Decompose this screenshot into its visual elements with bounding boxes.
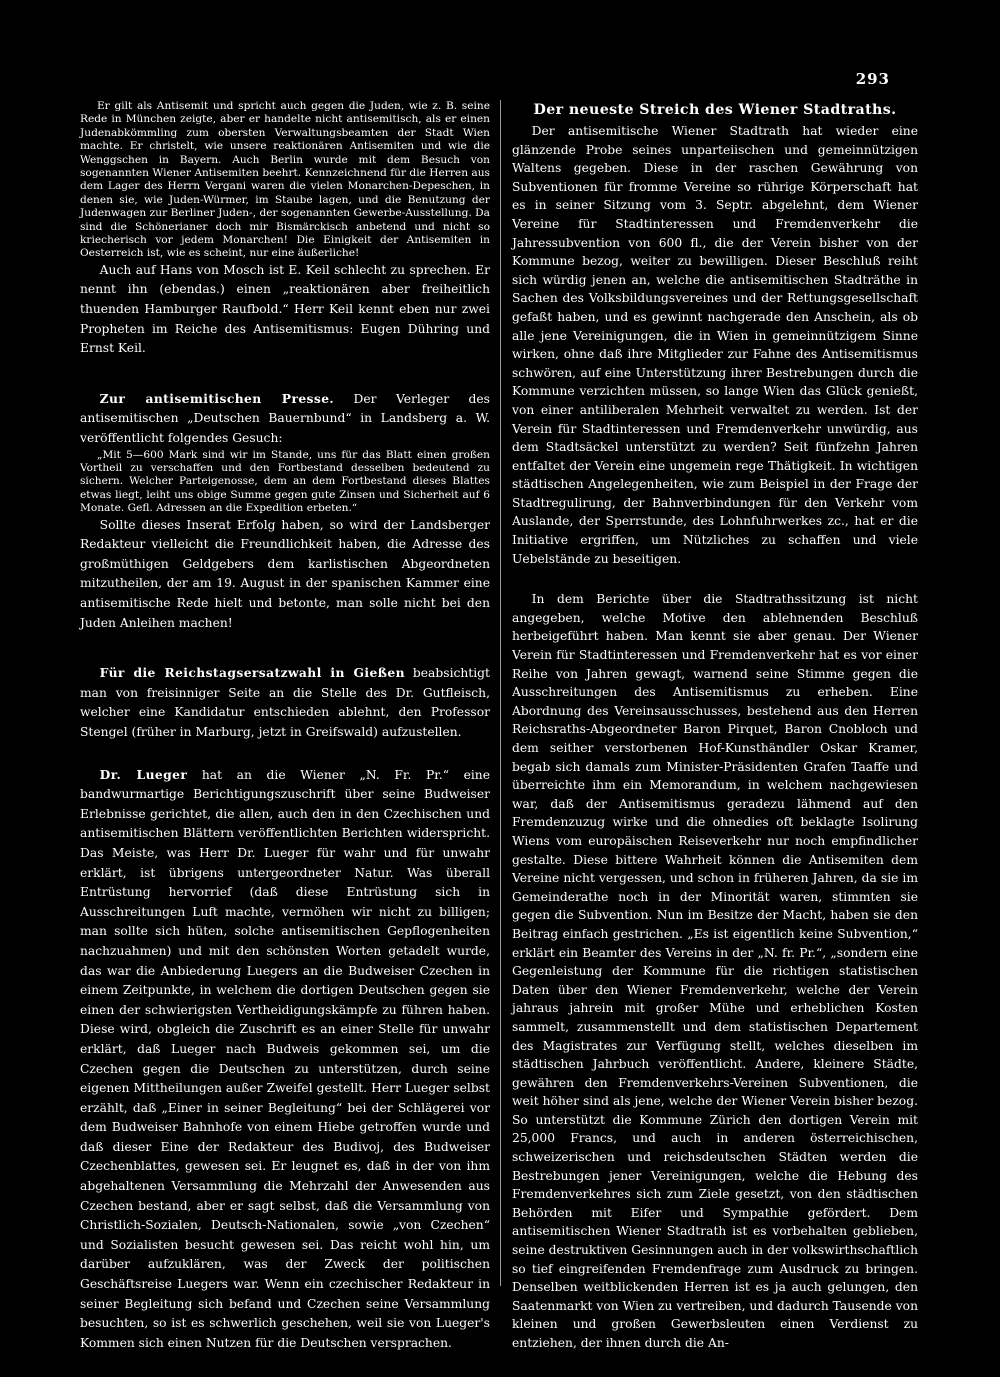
- quoted-advertisement: „Mit 5—600 Mark sind wir im Stande, uns für das Blatt einen großen Vortheil zu verschaffen und den Fortbestand desselben bedeutend zu sichern. Welcher Parteigenosse, dem an dem Fortbestand dieses Blattes etwas liegt, leiht uns obige Summe gegen gute Zinsen und Sicherheit auf 6 Monate. Gefl. Adressen an die Expedition erbeten.“: [80, 448, 490, 515]
- section-heading-presse: Zur antisemitischen Presse.: [99, 390, 335, 406]
- column-divider: [500, 100, 501, 1286]
- page-number: 293: [855, 70, 890, 88]
- paragraph-stadtrath-1: Der antisemitische Wiener Stadtrath hat wieder eine glänzende Probe seines unparteiischen und gemeinnützigen Waltens gegeben. Diese in der raschen Gewährung von Subventionen für fromme Vereine so rührige Körperschaft hat es in seiner Sitzung vom 3. Septr. abgelehnt, dem Wiener Vereine für Stadtinteressen und Fremdenverkehr die Jahressubvention von 600 fl., die der Verein bisher von der Kommune bezog, weiter zu bewilligen. Dieser Beschluß reiht sich würdig jenen an, welche die antisemitischen Stadträthe in Sachen des Volksbildungsvereines und der Rettungsgesellschaft gefaßt haben, und es gewinnt nachgerade den Anschein, als ob alle jene Vereinigungen, die in Wien in gemeinnützigem Sinne wirken, ohne daß ihre Mitglieder zur Fahne des Antisemitismus schwören, auf eine Unterstützung ihrer Bestrebungen durch die Kommune verzichten müssen, so lange Wien das Glück genießt, von einer antiliberalen Mehrheit verwaltet zu werden. Ist der Verein für Stadtinteressen und Fremdenverkehr unwürdig, aus dem Stadtsäckel unterstützt zu werden? Seit fünfzehn Jahren entfaltet der Verein eine ungemein rege Thätigkeit. In wichtigen städtischen Angelegenheiten, wie zum Beispiel in der Frage der Stadtregulirung, der Bahnverbindungen für den Verkehr vom Auslande, der Sperrstunde, des Lohnfuhrwerkes zc., hat er die Initiative ergriffen, um Nützliches zu schaffen und viele Uebelstände zu beseitigen.: [512, 124, 918, 566]
- paragraph-hans-von-mosch: Auch auf Hans von Mosch ist E. Keil schlecht zu sprechen. Er nennt ihn (ebendas.) einen „reaktionären aber freiheitlich thuenden Hamburger Raufbold.“ Herr Keil kennt eben nur zwei Propheten im Reiche des Antisemitismus: Eugen Dühring und Ernst Keil.: [80, 262, 490, 356]
- section-text-presse: Der Verleger des antisemitischen „Deutschen Bauernbund“ in Landsberg a. W. veröffentlicht folgendes Gesuch:: [80, 391, 490, 446]
- article-heading-stadtrath: Der neueste Streich des Wiener Stadtraths.: [533, 102, 897, 118]
- left-column: [80, 100, 490, 1353]
- paragraph-inserat: Sollte dieses Inserat Erfolg haben, so wird der Landsberger Redakteur vielleicht die Freundlichkeit haben, die Adresse des großmüthigen Geldgebers dem karlistischen Abgeordneten mitzutheilen, der am 19. August in der spanischen Kammer eine antisemitische Rede hielt und betonte, man solle nicht bei den Juden Anleihen machen!: [80, 517, 490, 630]
- section-heading-lueger: Dr. Lueger: [99, 766, 188, 782]
- section-heading-reichstagsersatzwahl: Für die Reichstagsersatzwahl in Gießen: [99, 665, 405, 681]
- paragraph-stadtrath-2: In dem Berichte über die Stadtrathssitzung ist nicht angegeben, welche Motive den ablehnenden Beschluß herbeigeführt haben. Man kennt sie aber genau. Der Wiener Verein für Stadtinteressen und Fremdenverkehr hat es vor einer Reihe von Jahren gewagt, warnend seine Stimme gegen die Ausschreitungen des Antisemitismus zu erheben. Eine Abordnung des Vereinsausschusses, bestehend aus den Herren Reichsraths-Abgeordneter Baron Pirquet, Baron Cnobloch und dem seither verstorbenen Hof-Kunsthändler Oskar Kramer, begab sich damals zum Minister-Präsidenten Grafen Taaffe und überreichte ihm ein Memorandum, in welchem nachgewiesen war, daß der Antisemitismus geradezu lähmend auf den Fremdenzuzug wirke und die ohnedies oft beklagte Isolirung Wiens vom europäischen Reiseverkehr nur noch empfindlicher gestalte. Diese bittere Wahrheit können die Antisemiten dem Vereine nicht vergessen, und schon in früheren Jahren, da sie im Gemeinderathe noch in der Minorität waren, stimmten sie gegen die Subvention. Nun im Besitze der Macht, haben sie den Beitrag einfach gestrichen. „Es ist eigentlich keine Subvention,“ erklärt ein Beamter des Vereins in der „N. fr. Pr.“, „sondern eine Gegenleistung der Kommune für die richtigen statistischen Daten über den Wiener Fremdenverkehr, welche der Verein jahraus jahrein mit großer Mühe und erheblichen Kosten sammelt, zusammenstellt und dem statistischen Departement des Magistrates zur Verfügung stellt, welches dieselben im städtischen Jahrbuch veröffentlicht. Andere, kleinere Städte, gewähren den Fremdenverkehrs-Vereinen Subventionen, die weit höher sind als jene, welche der Wiener Verein bisher bezog. So unterstützt die Kommune Zürich den dortigen Verein mit 25,000 Francs, und auch in anderen österreichischen, schweizerischen und reichsdeutschen Städten werden die Bestrebungen jener Vereinigungen, welche die Hebung des Fremdenverkehres sich zum Ziele gesetzt, von den städtischen Behörden mit Eifer und Sympathie gefördert. Dem antisemitischen Wiener Stadtrath ist es vorbehalten geblieben, seine destruktiven Gesinnungen auch in der volkswirthschaftlich so tief eingreifenden Fremdenfrage zum Ausdruck zu bringen. Denselben weitblickenden Herren ist es ja auch gelungen, den Saatenmarkt von Wien zu vertreiben, und dadurch Tausende von kleinen und großen Gewerbsleuten einen Verdienst zu entziehen, der ihnen durch die An-: [512, 592, 918, 1350]
- section-text-reichstagsersatzwahl: beabsichtigt man von freisinniger Seite an die Stelle des Dr. Gutfleisch, welcher eine Kandidatur entschieden ablehnt, den Professor Stengel (früher in Marburg, jetzt in Greifswald) aufzustellen.: [80, 666, 490, 739]
- section-reichstagsersatzwahl: [80, 663, 490, 742]
- section-dr-lueger: [80, 765, 490, 1354]
- section-antisemitische-presse: [80, 389, 490, 449]
- paragraph-antisemit-rede: Er gilt als Antisemit und spricht auch gegen die Juden, wie z. B. seine Rede in München zeigte, aber er handelte nicht antisemitisch, als er einen Judenabkömmling zum obersten Verwaltungsbeamten der Stadt Wien machte. Er christelt, wie unsere reaktionären Antisemiten und wie die Wenggschen in Bayern. Auch Berlin wurde mit dem Besuch von sogenannten Wiener Antisemiten beehrt. Kennzeichnend für die Herren aus dem Lager des Herrn Vergani waren die vielen Monarchen-Depeschen, in denen sie, wie Juden-Würmer, im Staube lagen, und die Benutzung der Judenwagen zur Berliner Juden-, der sogenannten Gewerbe-Ausstellung. Da sind die Schönerianer doch mir Bismärckisch anbetend und nicht so kriecherisch vor jedem Monarchen! Die Einigkeit der Antisemiten in Oesterreich ist, wie es scheint, nur eine äußerliche!: [80, 100, 490, 260]
- right-column: [512, 100, 918, 1353]
- section-text-lueger: hat an die Wiener „N. Fr. Pr.“ eine bandwurmartige Berichtigungszuschrift über seine Budweiser Erlebnisse gerichtet, die allen, auch den in den Czechischen und antisemitischen Blättern veröffentlichten Berichten widerspricht. Das Meiste, was Herr Dr. Lueger für wahr und für unwahr erklärt, ist übrigens untergeordneter Natur. Was überall Entrüstung hervorrief (daß diese Entrüstung sich in Ausschreitungen Luft machte, vermöhen wir nicht zu billigen; man sollte sich hüten, solche antisemitischen Gepflogenheiten nachzuahmen) und mit den schönsten Worten getadelt wurde, das war die Anbiederung Luegers an die Budweiser Czechen in einem Zeitpunkte, in welchem die dortigen Deutschen gegen sie einen der schwierigsten Vertheidigungskämpfe zu führen haben. Diese wird, obgleich die Zuschrift es an einer Stelle für unwahr erklärt, daß Lueger nach Budweis gekommen sei, um die Czechen gegen die Deutschen zu unterstützen, durch seine eigenen Mittheilungen außer Zweifel gestellt. Herr Lueger selbst erzählt, daß „Einer in seiner Begleitung“ bei der Schlägerei vor dem Budweiser Bahnhofe von einem Hiebe getroffen wurde und daß dieser Eine der Redakteur des Budivoj, des Budweiser Czechenblattes, gewesen sei. Er leugnet es, daß in der von ihm abgehaltenen Versammlung die Mehrzahl der Anwesenden aus Czechen bestand, aber er sagt selbst, daß die Versammlung von Christlich-Sozialen, Deutsch-Nationalen, sowie „von Czechen“ und Sozialisten besucht gewesen sei. Das reicht wohl hin, um darüber aufzuklären, was der Zweck der politischen Geschäftsreise Luegers war. Wenn ein czechischer Redakteur in seiner Begleitung sich befand und Czechen seine Versammlung besuchten, so ist es schwerlich geschehen, weil sie von Lueger's Kommen sich einen Nutzen für die Deutschen versprachen.: [80, 767, 490, 1350]
